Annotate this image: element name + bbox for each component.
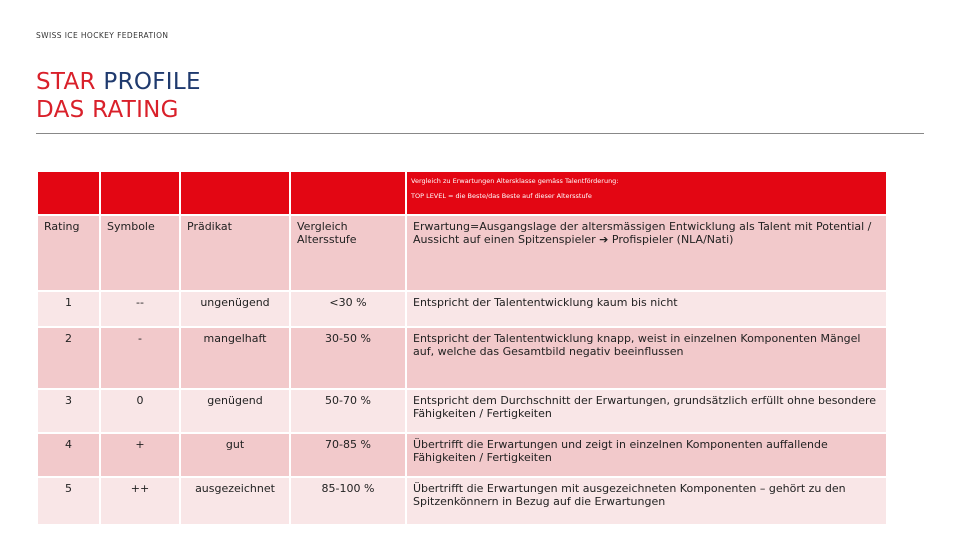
- row-vergleich: 70-85 %: [291, 434, 405, 476]
- table-row: [38, 292, 886, 326]
- row-praedikat: ausgezeichnet: [181, 478, 289, 524]
- table-row: [38, 390, 886, 432]
- row-vergleich: 30-50 %: [291, 328, 405, 388]
- col-header-vergleich: Vergleich Altersstufe: [291, 216, 405, 290]
- row-vergleich: <30 %: [291, 292, 405, 326]
- table-header-bar: [38, 172, 886, 214]
- table-row: [38, 328, 886, 388]
- row-symbol: ++: [101, 478, 179, 524]
- row-symbol: --: [101, 292, 179, 326]
- row-rating: 3: [38, 390, 99, 432]
- row-praedikat: mangelhaft: [181, 328, 289, 388]
- row-beschreibung: Entspricht der Talententwicklung knapp, weist in einzelnen Komponenten Mängel auf, welche das Gesamtbild negativ beeinflussen: [407, 328, 886, 388]
- page-title: [36, 68, 201, 124]
- row-beschreibung: Entspricht dem Durchschnitt der Erwartungen, grundsätzlich erfüllt ohne besondere Fähigkeiten / Fertigkeiten: [407, 390, 886, 432]
- rating-table: [36, 170, 888, 526]
- title-das-rating: DAS RATING: [36, 97, 179, 123]
- row-symbol: +: [101, 434, 179, 476]
- comparison-note-line1: Vergleich zu Erwartungen Altersklasse gemäss Talentförderung:: [411, 177, 619, 185]
- row-praedikat: gut: [181, 434, 289, 476]
- row-praedikat: ungenügend: [181, 292, 289, 326]
- row-rating: 4: [38, 434, 99, 476]
- org-name: SWISS ICE HOCKEY FEDERATION: [36, 31, 169, 40]
- col-header-erwartung: Erwartung=Ausgangslage der altersmässigen Entwicklung als Talent mit Potential / Aussicht auf einen Spitzenspieler ➔ Profispieler (NLA/Nati): [407, 216, 886, 290]
- row-praedikat: genügend: [181, 390, 289, 432]
- row-beschreibung: Entspricht der Talententwicklung kaum bis nicht: [407, 292, 886, 326]
- comparison-note-line2: TOP LEVEL = die Beste/das Beste auf dieser Altersstufe: [411, 192, 592, 200]
- title-profile: PROFILE: [103, 69, 201, 95]
- title-divider: [36, 133, 924, 134]
- col-header-praedikat: Prädikat: [181, 216, 289, 290]
- comparison-note: [407, 172, 886, 214]
- row-symbol: -: [101, 328, 179, 388]
- row-vergleich: 50-70 %: [291, 390, 405, 432]
- col-header-symbole: Symbole: [101, 216, 179, 290]
- row-vergleich: 85-100 %: [291, 478, 405, 524]
- col-header-rating: Rating: [38, 216, 99, 290]
- table-row: [38, 434, 886, 476]
- row-rating: 5: [38, 478, 99, 524]
- row-rating: 2: [38, 328, 99, 388]
- row-beschreibung: Übertrifft die Erwartungen mit ausgezeichneten Komponenten – gehört zu den Spitzenkönnern in Bezug auf die Erwartungen: [407, 478, 886, 524]
- row-symbol: 0: [101, 390, 179, 432]
- table-row: [38, 478, 886, 524]
- row-beschreibung: Übertrifft die Erwartungen und zeigt in einzelnen Komponenten auffallende Fähigkeiten / Fertigkeiten: [407, 434, 886, 476]
- title-star: STAR: [36, 69, 96, 95]
- table-column-headers: [38, 216, 886, 290]
- row-rating: 1: [38, 292, 99, 326]
